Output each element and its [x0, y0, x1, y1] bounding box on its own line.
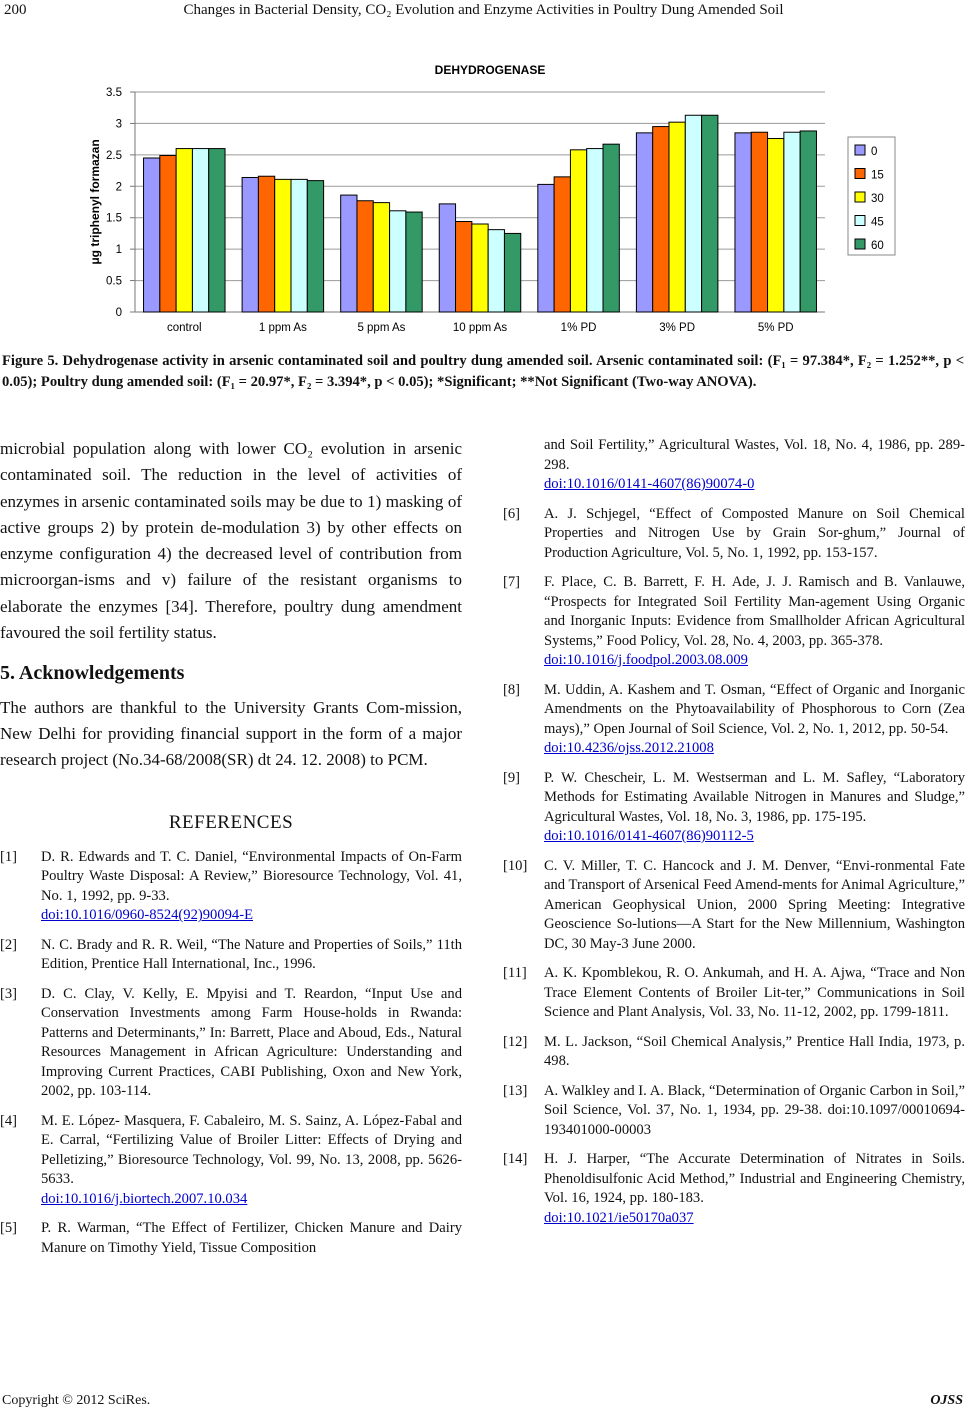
reference-number: [11] — [503, 965, 527, 981]
reference-item — [503, 1150, 965, 1228]
reference-number: [13] — [503, 1082, 528, 1099]
ack-paragraph: The authors are thankful to the University Grants Com-mission, New Delhi for providing financial support in the form of a major research project (No.34-68/2008(SR) dt 24. 12. 2008) to PCM. — [0, 697, 462, 770]
reference-number: [5] — [0, 1220, 18, 1237]
reference-number: [2] — [0, 936, 18, 953]
y-tick-label: 0 — [115, 307, 122, 319]
reference-number: [12] — [503, 1033, 528, 1050]
reference-item — [503, 681, 965, 759]
legend-swatch — [855, 216, 865, 226]
bar-control-45 — [192, 149, 208, 312]
reference-text: P. R. Warman, “The Effect of Fertilizer, Chicken Manure and Dairy Manure on Timothy Yield, Tissue Composition — [41, 1220, 462, 1256]
x-tick-label: 3% PD — [659, 322, 696, 334]
reference-number: [14] — [503, 1151, 528, 1167]
legend-swatch — [855, 145, 865, 155]
legend-swatch — [855, 169, 865, 179]
ack-heading: 5. Acknowledgements — [0, 662, 185, 685]
reference-item — [0, 848, 462, 926]
bar-1-pd-45 — [587, 149, 603, 312]
footer-copyright: Copyright © 2012 SciRes. — [2, 1393, 151, 1408]
bar-3-pd-30 — [669, 122, 685, 312]
references-list-right — [503, 436, 965, 1228]
bar-5-pd-30 — [768, 139, 784, 312]
bar-1-ppm-as-45 — [291, 179, 307, 312]
bar-10-ppm-as-60 — [504, 233, 520, 312]
legend-swatch — [855, 192, 865, 202]
left-column — [0, 436, 462, 1268]
bar-control-15 — [160, 155, 176, 312]
reference-number: [10] — [503, 857, 528, 874]
reference-item — [503, 573, 965, 671]
x-tick-label: control — [167, 322, 202, 334]
y-tick-label: 2.5 — [106, 149, 122, 162]
reference-doi-link[interactable]: doi:10.1021/ie50170a037 — [544, 1209, 694, 1226]
reference-text: F. Place, C. B. Barrett, F. H. Ade, J. J. Ramisch and B. Vanlauwe, “Prospects for Integrated Soil Fertility Man-agement Using Organic and Inorganic Inputs: Evidence from Smallholder African Agricultural Systems,” Food Policy, Vol. 28, No. 4, 2003, pp. 365-378. — [544, 574, 965, 649]
figure-caption — [2, 351, 964, 393]
reference-text: D. C. Clay, V. Kelly, E. Mpyisi and T. Reardon, “Input Use and Conservation Investments among Farm House-holds in Rwanda: Patterns and Determinants,” In: Barrett, Place and Aboud, Eds., Natural Resources Management in African Agriculture: Understanding and Improving Current Practices, CABI Publishing, Oxon and New York, 2002, pp. 103-114. — [41, 985, 462, 1100]
reference-text: A. K. Kpomblekou, R. O. Ankumah, and H. A. Ajwa, “Trace and Non Trace Element Contents of Broiler Lit-ter,” Communications in Soil Science and Plant Analysis, Vol. 33, No. 11-12, 2002, pp. 1799-1811. — [544, 965, 965, 1020]
bar-10-ppm-as-45 — [488, 230, 504, 312]
reference-number: [8] — [503, 681, 521, 698]
reference-doi-link[interactable]: doi:10.1016/0141-4607(86)90112-5 — [544, 828, 754, 844]
reference-text: H. J. Harper, “The Accurate Determination of Nitrates in Soils. Phenoldisulfonic Acid Method,” Industrial and Engineering Chemistry, Vol. 16, 1924, pp. 180-183. — [544, 1151, 965, 1206]
bar-control-60 — [209, 149, 225, 312]
reference-text: M. L. Jackson, “Soil Chemical Analysis,” Prentice Hall India, 1973, p. 498. — [544, 1033, 965, 1069]
reference-text: N. C. Brady and R. R. Weil, “The Nature and Properties of Soils,” 11th Edition, Prentice Hall International, Inc., 1996. — [41, 936, 462, 973]
reference-text: M. Uddin, A. Kashem and T. Osman, “Effect of Organic and Inorganic Amendments on the Phytoavailability of Phosphorous to Corn (Zea mays),” Open Journal of Soil Science, Vol. 2, No. 1, 2012, pp. 50-54. — [544, 681, 965, 737]
body-paragraph: microbial population along with lower CO₂ evolution in arsenic contaminated soil. The reduction in the level of activities of enzymes in arsenic contaminated soils may be due to 1) masking of active groups 2) by protein de-modulation 3) by other effects on enzyme configuration 4) the decreased level of contribution from microorgan-isms and v) failure of the resistant organisms to elaborate the enzymes [34]. Therefore, poultry dung amendment favoured the soil fertility status. — [0, 439, 462, 643]
bar-10-ppm-as-15 — [456, 221, 472, 312]
reference-item — [503, 769, 965, 847]
y-tick-label: 2 — [115, 181, 122, 194]
reference-doi-link[interactable]: doi:10.1016/0141-4607(86)90074-0 — [544, 476, 755, 492]
x-tick-label: 5 ppm As — [357, 322, 406, 334]
bar-control-30 — [176, 149, 192, 312]
bar-5-ppm-as-0 — [341, 195, 357, 312]
bar-10-ppm-as-0 — [439, 204, 455, 312]
bar-1-ppm-as-0 — [242, 177, 258, 312]
caption-text: Dehydrogenase activity in arsenic contaminated soil and poultry dung amended soil. Arsenic contaminated soil: (F₁ = 97.384*, F₂ = 1.252**, p < 0.05); Poultry dung amended soil: (F₁ = 20.97*, F₂ = 3.394*, p < 0.05); *Significant; **Not Significant (Two-way ANOVA). — [2, 353, 965, 390]
reference-number: [9] — [503, 769, 521, 786]
bar-1-ppm-as-30 — [275, 179, 291, 312]
reference-text: A. Walkley and I. A. Black, “Determination of Organic Carbon in Soil,” Soil Science, Vol. 37, No. 1, 1934, pp. 29-38. doi:10.1097/00010694-193401000-00003 — [544, 1082, 965, 1138]
reference-doi-link[interactable]: doi:10.4236/ojss.2012.21008 — [544, 740, 714, 756]
bar-1-pd-15 — [554, 177, 570, 312]
reference-text: D. R. Edwards and T. C. Daniel, “Environmental Impacts of On-Farm Poultry Waste Disposal: A Review,” Bioresource Technology, Vol. 41, No. 1, 1992, pp. 9-33. — [41, 848, 462, 904]
bar-5-ppm-as-60 — [406, 212, 422, 312]
reference-item — [0, 1219, 462, 1258]
bar-5-ppm-as-15 — [357, 201, 373, 312]
bar-1-pd-0 — [538, 184, 554, 312]
bar-10-ppm-as-30 — [472, 224, 488, 312]
right-column — [503, 436, 965, 1238]
header-title: Changes in Bacterial Density, CO₂ Evolution and Enzyme Activities in Poultry Dung Amended Soil — [183, 2, 784, 18]
footer-journal: OJSS — [930, 1393, 963, 1408]
bar-1-ppm-as-60 — [307, 181, 323, 312]
reference-number: [6] — [503, 505, 521, 522]
bar-3-pd-45 — [685, 115, 701, 312]
x-tick-label: 1% PD — [560, 322, 597, 334]
reference-text: P. W. Chescheir, L. M. Westserman and L. M. Safley, “Laboratory Methods for Estimating Available Nitrogen in Manures and Sludge,” Agricultural Wastes, Vol. 18, No. 3, 1986, pp. 175-195. — [544, 769, 965, 825]
reference-item — [0, 985, 462, 1102]
bar-5-pd-45 — [784, 132, 800, 312]
legend-label: 45 — [871, 216, 884, 229]
bar-5-pd-60 — [800, 131, 816, 312]
reference-item — [503, 964, 965, 1023]
x-tick-label: 1 ppm As — [258, 322, 307, 334]
y-tick-label: 1.5 — [106, 212, 122, 225]
chart-root — [88, 63, 895, 334]
reference-number: [3] — [0, 985, 18, 1002]
bar-1-pd-60 — [603, 144, 619, 312]
bar-5-pd-0 — [735, 133, 751, 312]
y-tick-label: 3 — [115, 118, 122, 131]
legend-label: 30 — [871, 193, 884, 205]
caption-label: Figure 5. — [2, 353, 59, 369]
legend-label: 0 — [871, 146, 878, 158]
reference-doi-link[interactable]: doi:10.1016/j.biortech.2007.10.034 — [41, 1190, 248, 1207]
y-tick-label: 3.5 — [106, 87, 122, 99]
reference-item — [0, 1112, 462, 1210]
bar-3-pd-15 — [653, 127, 669, 312]
bar-5-ppm-as-45 — [390, 211, 406, 312]
reference-item — [503, 436, 965, 495]
reference-number: [4] — [0, 1112, 18, 1129]
x-tick-label: 5% PD — [757, 322, 794, 334]
y-tick-label: 0.5 — [106, 275, 122, 288]
reference-doi-link[interactable]: doi:10.1016/j.foodpol.2003.08.009 — [544, 652, 748, 668]
reference-item — [503, 505, 965, 564]
bar-3-pd-0 — [636, 133, 652, 312]
bar-1-pd-30 — [570, 150, 586, 312]
reference-text: A. J. Schjegel, “Effect of Composted Manure on Soil Chemical Properties and Nitrogen Use by Grain Sor-ghum,” Journal of Production Agriculture, Vol. 5, No. 1, 1992, pp. 153-157. — [544, 505, 965, 561]
bar-5-ppm-as-30 — [373, 203, 389, 312]
reference-item — [0, 936, 462, 975]
bar-5-pd-15 — [751, 132, 767, 312]
y-tick-label: 1 — [115, 244, 122, 257]
dehydrogenase-chart — [85, 55, 905, 340]
running-header — [0, 0, 967, 22]
y-axis-label: μg triphenyl formazan — [88, 139, 102, 265]
reference-number: [7] — [503, 574, 521, 590]
references-heading: REFERENCES — [168, 811, 294, 833]
bar-control-0 — [144, 158, 160, 312]
legend-label: 60 — [871, 240, 884, 252]
reference-item — [503, 857, 965, 955]
page-number: 200 — [4, 2, 27, 18]
legend-label: 15 — [871, 169, 884, 182]
reference-text: and Soil Fertility,” Agricultural Wastes, Vol. 18, No. 4, 1986, pp. 289-298. — [544, 437, 965, 473]
reference-number: [1] — [0, 848, 18, 865]
reference-text: C. V. Miller, T. C. Hancock and J. M. Denver, “Envi-ronmental Fate and Transport of Arsenical Feed Amend-ments for Animal Agriculture,” American Geophysical Union, 2000 Spring Meeting: Integrative Geoscience So-lutions—A Start for the New Millennium, Washington DC, 30 May-3 June 2000. — [544, 857, 965, 952]
reference-item — [503, 1033, 965, 1072]
bar-3-pd-60 — [702, 115, 718, 312]
legend-swatch — [855, 239, 865, 249]
reference-doi-link[interactable]: doi:10.1016/0960-8524(92)90094-E — [41, 907, 253, 924]
x-tick-label: 10 ppm As — [452, 322, 508, 334]
chart-title: DEHYDROGENASE — [434, 63, 546, 77]
reference-item — [503, 1082, 965, 1141]
bar-1-ppm-as-15 — [258, 176, 274, 312]
reference-text: M. E. López- Masquera, F. Cabaleiro, M. S. Sainz, A. López-Fabal and E. Carral, “Fertilizing Value of Broiler Litter: Effects of Drying and Pelletizing,” Bioresource Technology, Vol. 99, No. 13, 2008, pp. 5626-5633. — [41, 1112, 462, 1188]
references-list-left — [0, 848, 462, 1259]
